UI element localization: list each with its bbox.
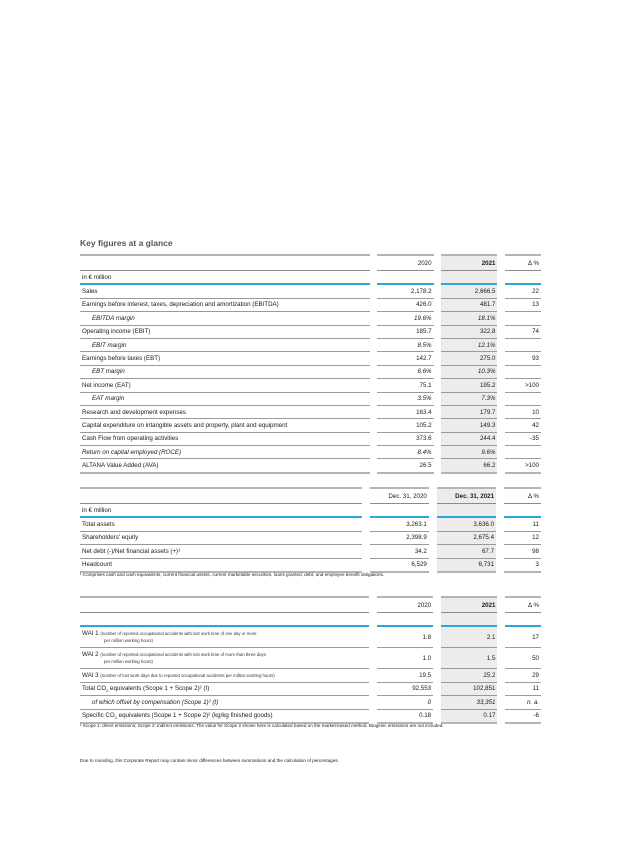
table-row (80, 379, 541, 392)
unit-row (80, 271, 541, 285)
value-prev: 2,178.2 (377, 285, 433, 298)
value-prev: 2,398.9 (370, 532, 429, 545)
key-figures-table (80, 254, 541, 474)
row-label: Operating income (EBIT) (80, 326, 370, 339)
col-delta: Δ % (505, 254, 541, 271)
value-delta (505, 366, 541, 379)
value-curr: 10.3% (441, 366, 497, 379)
spacer-row (80, 613, 541, 627)
value-curr: 195.2 (441, 379, 497, 392)
unit-label: in € million (80, 504, 362, 518)
table-row-wai2: WAI 2 (number of reported occupational accidents with lost work time of more than three days per million working hours) 1.0 1.5 50 (80, 648, 541, 669)
row-label: EBIT margin (80, 339, 370, 352)
row-label: Earnings before interest, taxes, depreciation and amortization (EBITDA) (80, 299, 370, 312)
value-curr: 12.1% (441, 339, 497, 352)
value-prev: 105.2 (377, 419, 433, 432)
wai3-label: WAI 3 (number of lost work days due to reported occupational accidents per million working hours) (80, 669, 369, 682)
value-prev: 26.5 (377, 459, 433, 473)
value-prev: 6.6% (377, 366, 433, 379)
footnote-1: ¹ Comprises cash and cash equivalents, current financial assets, current marketable securities, loans granted, debt, and employee benefit obligations. (80, 572, 385, 577)
value-delta: >100 (505, 379, 541, 392)
unit-row (80, 504, 541, 518)
value-delta: >100 (505, 459, 541, 473)
value-prev: 8.4% (377, 446, 433, 459)
value-curr: 244.4 (441, 433, 497, 446)
table-header (80, 487, 541, 504)
value-delta (505, 339, 541, 352)
value-curr: 2,666.5 (441, 285, 497, 298)
value-delta: 22 (505, 285, 541, 298)
row-label: EBT margin (80, 366, 370, 379)
value-delta (505, 446, 541, 459)
table-row (80, 406, 541, 419)
value-prev: 142.7 (377, 352, 433, 365)
value-prev: 8.5% (377, 339, 433, 352)
value-curr: 66.2 (441, 459, 497, 473)
rounding-note: Due to rounding, this Corporate Report may contain minor differences between summations and the calculation of percentages. (80, 758, 339, 763)
table-row (80, 459, 541, 473)
value-prev: 6,529 (370, 559, 429, 573)
value-curr: 2,675.4 (437, 532, 496, 545)
value-curr: 7.3% (441, 393, 497, 406)
row-label: Net debt (-)/Net financial assets (+)¹ (80, 545, 362, 558)
table-row (80, 433, 541, 446)
row-label: Return on capital employed (ROCE) (80, 446, 370, 459)
value-delta: 42 (505, 419, 541, 432)
value-curr: 3,636.0 (437, 518, 496, 531)
col-2021: 2021 (441, 596, 498, 613)
value-curr: 18.1% (441, 312, 497, 325)
value-prev: 34.2 (370, 545, 429, 558)
table-row (80, 545, 541, 558)
value-prev: 3,263.1 (370, 518, 429, 531)
row-label: Headcount (80, 559, 362, 573)
col-2020: 2020 (377, 596, 433, 613)
value-delta: 11 (504, 518, 541, 531)
value-prev: 185.7 (377, 326, 433, 339)
table-row (80, 285, 541, 298)
table-row (80, 559, 541, 573)
table-row (80, 352, 541, 365)
table-row-wai1: WAI 1 (number of reported occupational accidents with lost work time of one day or more per million working hours) 1.8 2.1 17 (80, 627, 541, 648)
row-label: ALTANA Value Added (AVA) (80, 459, 370, 473)
table-header (80, 254, 541, 271)
wai2-label: WAI 2 (number of reported occupational accidents with lost work time of more than three days per million working hours) (80, 648, 369, 669)
value-delta: 10 (505, 406, 541, 419)
value-delta: 74 (505, 326, 541, 339)
table-row (80, 312, 541, 325)
value-curr: 149.3 (441, 419, 497, 432)
table-row (80, 393, 541, 406)
value-curr: 67.7 (437, 545, 496, 558)
table-row-co2: Total $CO_2$ equivalents (Scope 1 + Scope 2)² (t) 92,553 102,851 11 (80, 683, 541, 696)
value-prev: 373.6 (377, 433, 433, 446)
value-curr: 322.8 (441, 326, 497, 339)
table-row (80, 339, 541, 352)
value-prev: 426.0 (377, 299, 433, 312)
table-row (80, 326, 541, 339)
value-delta: 12 (504, 532, 541, 545)
value-prev: 75.1 (377, 379, 433, 392)
value-curr: 6,731 (437, 559, 496, 573)
row-label: Shareholders' equity (80, 532, 362, 545)
value-delta: 98 (504, 545, 541, 558)
table-row-wai3: WAI 3 (number of lost work days due to reported occupational accidents per million working hours) 19.5 25.2 29 (80, 669, 541, 682)
table-row (80, 366, 541, 379)
row-label: Total assets (80, 518, 362, 531)
footnote-2: ² Scope 1: direct emissions; Scope 2: indirect emissions. The value for Scope 2 shown here is calculated based on the market-based method. Biogenic emissions are not included. (80, 723, 444, 728)
col-2020: 2020 (377, 254, 433, 271)
value-prev: 3.5% (377, 393, 433, 406)
co2-label: Total $CO_2$ equivalents (Scope 1 + Scope 2)² (t) (80, 683, 369, 696)
row-label: EBITDA margin (80, 312, 370, 325)
value-curr: 481.7 (441, 299, 497, 312)
col-dec-2020: Dec. 31, 2020 (370, 487, 429, 504)
row-label: EAT margin (80, 393, 370, 406)
table-row (80, 446, 541, 459)
row-label: Earnings before taxes (EBT) (80, 352, 370, 365)
page-title: Key figures at a glance (80, 238, 173, 248)
row-label: Net income (EAT) (80, 379, 370, 392)
row-label: Cash Flow from operating activities (80, 433, 370, 446)
table-row (80, 518, 541, 531)
table-row-specific-co2: Specific $CO_2$ equivalents (Scope 1 + Scope 2)² (kg/kg finished goods) 0.18 0.17 -6 (80, 710, 541, 724)
col-delta: Δ % (505, 596, 541, 613)
row-label: Sales (80, 285, 370, 298)
value-delta (505, 312, 541, 325)
value-curr: 275.0 (441, 352, 497, 365)
spec-co2-label: Specific $CO_2$ equivalents (Scope 1 + Scope 2)² (kg/kg finished goods) (80, 710, 369, 724)
unit-label: in € million (80, 271, 370, 285)
sustainability-table (80, 596, 541, 724)
col-2021: 2021 (441, 254, 497, 271)
value-prev: 19.6% (377, 312, 433, 325)
col-dec-2021: Dec. 31, 2021 (437, 487, 496, 504)
table-header (80, 596, 541, 613)
table-row (80, 299, 541, 312)
value-delta: -35 (505, 433, 541, 446)
row-label: Capital expenditure on intangible assets and property, plant and equipment (80, 419, 370, 432)
table-row (80, 532, 541, 545)
value-curr: 179.7 (441, 406, 497, 419)
table-row (80, 419, 541, 432)
value-prev: 163.4 (377, 406, 433, 419)
row-label: Research and development expenses (80, 406, 370, 419)
col-delta: Δ % (504, 487, 541, 504)
value-delta: 93 (505, 352, 541, 365)
wai1-label: WAI 1 (number of reported occupational accidents with lost work time of one day or more per million working hours) (80, 627, 369, 648)
value-curr: 9.6% (441, 446, 497, 459)
table-row-offset: of which offset by compensation (Scope 1)² (t) 0 33,351 n. a. (80, 696, 541, 709)
value-delta: 3 (504, 559, 541, 573)
balance-table (80, 487, 541, 573)
value-delta: 13 (505, 299, 541, 312)
value-delta (505, 393, 541, 406)
